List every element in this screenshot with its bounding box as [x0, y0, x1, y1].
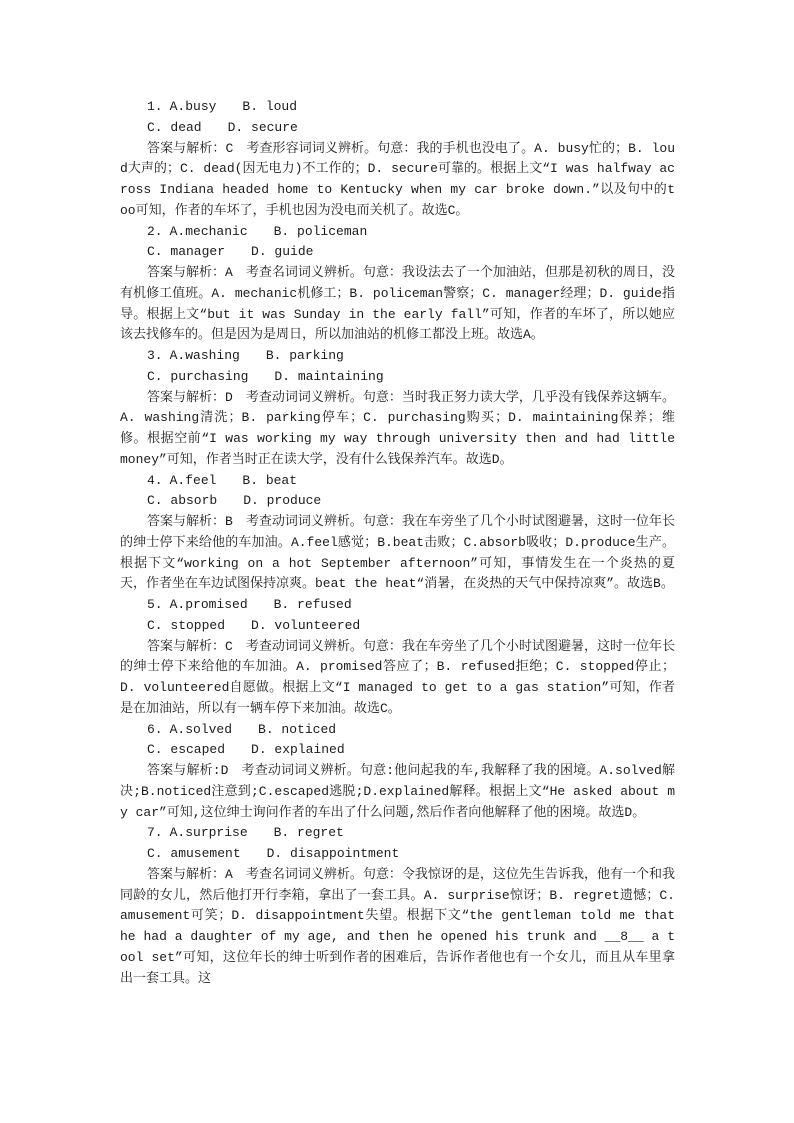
question-3: [120, 346, 675, 471]
question-5: [120, 595, 675, 720]
option-c: C. manager: [147, 244, 226, 260]
option-a: A.feel: [169, 472, 217, 488]
answer-letter: A: [225, 265, 233, 280]
question-number: 6.: [147, 721, 163, 737]
analysis-text: 考查名词词义辨析。句意：令我惊讶的是，这位先生告诉我，他有一个和我同龄的女儿，然后他打开行李箱，拿出了一套工具。A. surprise惊讶；B. regret遗憾；C. amusement可笑；D. disappointment失望。根据下文“the gentleman told me that he had a daughter of my age, and then he opened his trunk and __8__ a tool set”可知，这位年长的绅士听到作者的困难后，告诉作者他也有一个女儿，而且从车里拿出一套工具。这: [120, 866, 675, 986]
option-b: B. beat: [242, 472, 298, 488]
option-c: C. dead: [147, 119, 202, 135]
answer-letter: C: [225, 638, 233, 654]
options-row-cd: [120, 740, 675, 761]
analysis-label: 答案与解析：: [147, 638, 226, 654]
analysis-text: 考查动词词义辨析。句意：当时我正努力读大学，几乎没有钱保养这辆车。A. washing清洗；B. parking停车；C. purchasing购买；D. maintaining保养；维修。根据空前“I was working my way through university then and had little money”可知，作者当时正在读大学，没有什么钱保养汽车。故选D。: [120, 389, 675, 467]
options-row-ab: [120, 471, 675, 492]
options-row-ab: [120, 97, 675, 118]
answer-letter: A: [225, 866, 233, 882]
option-d: D. secure: [227, 119, 298, 135]
option-a: A.busy: [169, 99, 217, 114]
question-number: 7.: [147, 825, 163, 841]
question-2: [120, 222, 675, 347]
option-b: B. noticed: [258, 721, 337, 737]
options-row-cd: [120, 367, 675, 388]
option-d: D. disappointment: [266, 846, 400, 861]
analysis-text: 考查动词词义辨析。句意：我在车旁坐了几个小时试图避暑，这时一位年长的绅士停下来给他的车加油。A.feel感觉；B.beat击败；C.absorb吸收；D.produce生产。根据下文“working on a hot September afternoon”可知，事情发生在一个炎热的夏天，作者坐在车边试图保持凉爽。beat the heat“消暑，在炎热的天气中保持凉爽”。故选B。: [120, 514, 675, 592]
question-number: 5.: [147, 597, 163, 612]
analysis-label: 答案与解析：: [147, 265, 226, 280]
answer-analysis: [120, 865, 675, 990]
option-d: D. volunteered: [251, 617, 361, 633]
question-number: 3.: [147, 348, 163, 363]
option-c: C. escaped: [147, 742, 226, 758]
option-b: B. parking: [265, 348, 344, 363]
option-a: A.solved: [169, 721, 233, 737]
options-row-ab: [120, 222, 675, 243]
analysis-label: 答案与解析：: [147, 866, 226, 882]
question-number: 4.: [147, 472, 163, 488]
option-d: D. produce: [243, 493, 322, 509]
question-1: [120, 97, 675, 222]
question-7: [120, 823, 675, 989]
analysis-text: 考查动词词义辨析。句意：我在车旁坐了几个小时试图避暑，这时一位年长的绅士停下来给他的车加油。A. promised答应了；B. refused拒绝；C. stopped停止；D. volunteered自愿做。根据上文“I managed to get to a gas station”可知，作者是在加油站，所以有一辆车停下来加油。故选C。: [120, 638, 675, 716]
option-b: B. policeman: [273, 223, 368, 239]
option-d: D. guide: [251, 244, 314, 260]
answer-letter: D: [225, 389, 233, 405]
answer-analysis: [120, 139, 675, 222]
question-4: [120, 471, 675, 596]
options-row-cd: [120, 844, 675, 865]
analysis-label: 答案与解析：: [147, 514, 226, 529]
question-6: [120, 720, 675, 824]
answer-analysis: [120, 388, 675, 471]
option-d: D. explained: [251, 742, 345, 758]
answer-analysis: [120, 637, 675, 720]
analysis-label: 答案与解析：: [147, 389, 226, 405]
analysis-text: 考查名词词义辨析。句意：我设法去了一个加油站，但那是初秋的周日，没有机修工值班。A. mechanic机修工；B. policeman警察；C. manager经理；D. guide指导。根据上文“but it was Sunday in the early fall”可知，作者的车坏了，所以她应该去找修车的。但是因为是周日，所以加油站的机修工都没上班。故选A。: [120, 265, 675, 343]
option-a: A.surprise: [169, 825, 248, 841]
options-row-ab: [120, 595, 675, 616]
analysis-text: 考查形容词词义辨析。句意：我的手机也没电了。A. busy忙的；B. loud大声的；C. dead(因无电力)不工作的；D. secure可靠的。根据上文“I was halfway across Indiana headed home to Kentucky when my car broke down.”以及句中的too可知，作者的车坏了，手机也因为没电而关机了。故选C。: [120, 140, 675, 218]
answer-key-content: [120, 97, 675, 989]
option-b: B. regret: [273, 825, 344, 841]
analysis-label: 答案与解析:: [147, 763, 221, 778]
option-a: A.mechanic: [169, 223, 248, 239]
option-c: C. purchasing: [147, 368, 249, 384]
answer-analysis: [120, 512, 675, 595]
options-row-cd: [120, 616, 675, 637]
option-c: C. stopped: [147, 617, 226, 633]
answer-analysis: [120, 761, 675, 823]
options-row-cd: [120, 491, 675, 512]
option-c: C. amusement: [147, 846, 241, 861]
answer-letter: B: [225, 514, 233, 529]
option-a: A.promised: [169, 597, 248, 612]
option-d: D. maintaining: [274, 368, 384, 384]
question-number: 2.: [147, 223, 163, 239]
options-row-ab: [120, 346, 675, 367]
options-row-cd: [120, 118, 675, 139]
question-number: 1.: [147, 99, 163, 114]
options-row-ab: [120, 720, 675, 741]
options-row-ab: [120, 823, 675, 844]
options-row-cd: [120, 242, 675, 263]
option-b: B. loud: [242, 99, 298, 114]
answer-letter: C: [225, 140, 234, 156]
analysis-label: 答案与解析：: [147, 140, 226, 156]
analysis-text: 考查动词词义辨析。句意:他问起我的车,我解释了我的困境。A.solved解决;B.noticed注意到;C.escaped逃脱;D.explained解释。根据上文“He asked about my car”可知,这位绅士询问作者的车出了什么问题,然后作者向他解释了他的困境。故选D。: [120, 763, 675, 820]
option-c: C. absorb: [147, 493, 218, 509]
answer-letter: D: [220, 763, 229, 778]
answer-analysis: [120, 263, 675, 346]
option-a: A.washing: [169, 348, 240, 363]
option-b: B. refused: [273, 597, 352, 612]
